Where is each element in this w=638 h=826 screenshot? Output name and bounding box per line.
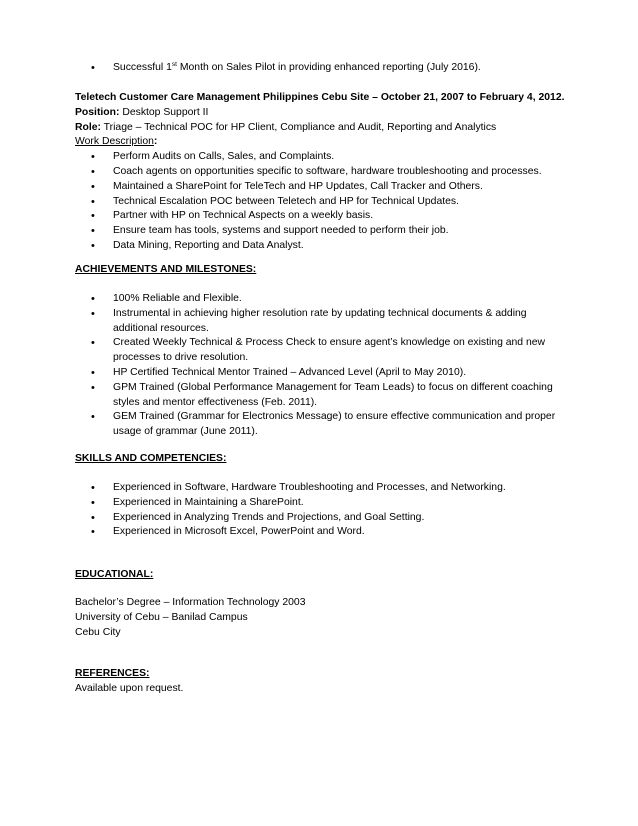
references-text: Available upon request. [75, 682, 184, 694]
list-item: • Ensure team has tools, systems and support needed to perform their job. [75, 224, 565, 239]
duties-list [75, 150, 565, 254]
list-item: • Successful 1st Month on Sales Pilot in providing enhanced reporting (July 2016). [75, 61, 565, 76]
skills-heading: SKILLS AND COMPETENCIES: [75, 453, 227, 464]
previous-job-bullet-list [75, 61, 565, 76]
list-item: • Data Mining, Reporting and Data Analyst. [75, 239, 565, 254]
list-item: • Technical Escalation POC between Teletech and HP for Technical Updates. [75, 195, 565, 210]
education-city: Cebu City [75, 626, 121, 638]
list-item: • Maintained a SharePoint for TeleTech and HP Updates, Call Tracker and Others. [75, 180, 565, 195]
list-item: • Instrumental in achieving higher resolution rate by updating technical documents & adding additional resources. [75, 307, 565, 337]
achievements-list-wrap [75, 292, 565, 440]
job-company-line: Teletech Customer Care Management Philippines Cebu Site – October 21, 2007 to February 4, 2012. [75, 92, 565, 103]
list-item: • Perform Audits on Calls, Sales, and Complaints. [75, 150, 565, 165]
list-item: • 100% Reliable and Flexible. [75, 292, 565, 307]
list-item: • HP Certified Technical Mentor Trained – Advanced Level (April to May 2010). [75, 366, 565, 381]
achievements-heading: ACHIEVEMENTS AND MILESTONES: [75, 264, 257, 275]
list-item: • Partner with HP on Technical Aspects on a weekly basis. [75, 209, 565, 224]
list-item: • Experienced in Software, Hardware Troubleshooting and Processes, and Networking. [75, 481, 565, 496]
list-item: • Experienced in Maintaining a SharePoint. [75, 496, 565, 511]
ordinal-suffix: st [171, 61, 177, 68]
list-item: • Experienced in Microsoft Excel, PowerPoint and Word. [75, 525, 565, 540]
achievements-list [75, 292, 565, 440]
teletech-job-section [75, 91, 565, 254]
achievements-section [75, 263, 565, 278]
skills-list [75, 481, 565, 540]
list-item: • Coach agents on opportunities specific to software, hardware troubleshooting and processes. [75, 165, 565, 180]
job-position: Position: Desktop Support II [75, 106, 209, 118]
list-item: • Experienced in Analyzing Trends and Projections, and Goal Setting. [75, 511, 565, 526]
education-school: University of Cebu – Banilad Campus [75, 611, 248, 623]
references-heading: REFERENCES: [75, 668, 150, 679]
education-degree: Bachelor’s Degree – Information Technology 2003 [75, 597, 306, 608]
education-section [75, 568, 565, 583]
list-item: • Created Weekly Technical & Process Check to ensure agent’s knowledge on existing and new processes to drive resolution. [75, 336, 565, 366]
work-description-label: Work Description: [75, 136, 158, 148]
skills-list-wrap [75, 481, 565, 540]
references-section [75, 667, 565, 697]
education-details [75, 596, 565, 640]
skills-section [75, 452, 565, 467]
list-item: • GEM Trained (Grammar for Electronics Message) to ensure effective communication and proper usage of grammar (June 2011). [75, 410, 565, 440]
education-heading: EDUCATIONAL: [75, 569, 154, 580]
list-item: • GPM Trained (Global Performance Management for Team Leads) to focus on different coaching styles and mentor effectiveness (Feb. 2011). [75, 381, 565, 411]
job-role: Role: Triage – Technical POC for HP Client, Compliance and Audit, Reporting and Analytics [75, 121, 497, 133]
